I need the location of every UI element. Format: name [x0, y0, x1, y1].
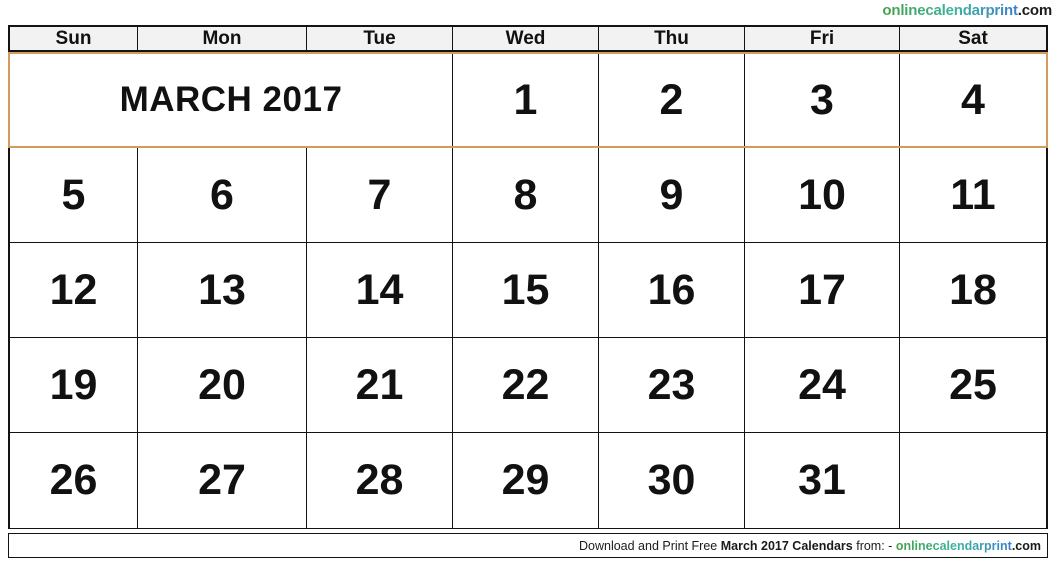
footer-site-link[interactable]: onlinecalendarprint [895, 538, 1012, 553]
site-logo[interactable] [882, 2, 1052, 19]
day-cell: 16 [598, 243, 744, 337]
day-cell: 30 [598, 433, 744, 528]
weekday-header-tue: Tue [306, 27, 452, 50]
weekday-header-sat: Sat [899, 27, 1046, 50]
footer-bar [8, 533, 1048, 558]
day-cell: 28 [306, 433, 452, 528]
day-cell: 17 [744, 243, 899, 337]
week-row-3 [8, 243, 1048, 338]
day-cell: 27 [137, 433, 306, 528]
day-cell: 23 [598, 338, 744, 432]
day-cell: 18 [899, 243, 1046, 337]
day-cell: 19 [49, 360, 98, 409]
day-cell: 1 [452, 54, 598, 146]
day-cell: 13 [137, 243, 306, 337]
weekday-header-mon: Mon [137, 27, 306, 50]
day-cell: 2 [598, 54, 744, 146]
day-cell: 6 [137, 148, 306, 242]
day-cell: 12 [49, 265, 98, 314]
day-cell: 14 [306, 243, 452, 337]
day-cell: 4 [899, 54, 1046, 146]
week-row-5 [8, 433, 1048, 529]
month-title: MARCH 2017 [119, 80, 343, 119]
day-cell: 21 [306, 338, 452, 432]
calendar-march-2017 [8, 25, 1048, 529]
footer-text-from: from: - [852, 538, 896, 553]
weekday-header-fri: Fri [744, 27, 899, 50]
day-cell: 5 [61, 170, 86, 219]
day-cell: 7 [306, 148, 452, 242]
weekday-header-sun: Sun [55, 27, 92, 49]
day-cell: 24 [744, 338, 899, 432]
week-row-4 [8, 338, 1048, 433]
site-logo-suffix: .com [1017, 2, 1052, 19]
day-cell: 31 [744, 433, 899, 528]
day-cell: 20 [137, 338, 306, 432]
weekday-header-wed: Wed [452, 27, 598, 50]
day-cell: 3 [744, 54, 899, 146]
day-cell: 11 [899, 148, 1046, 242]
day-cell: 22 [452, 338, 598, 432]
week-row-1 [8, 52, 1048, 148]
day-cell: 25 [899, 338, 1046, 432]
day-cell: 15 [452, 243, 598, 337]
footer-text-regular: Download and Print Free [578, 538, 721, 553]
day-cell: 10 [744, 148, 899, 242]
day-cell: 9 [598, 148, 744, 242]
day-cell: 8 [452, 148, 598, 242]
day-cell: 26 [49, 456, 98, 504]
footer-site-suffix: .com [1011, 538, 1041, 553]
day-cell-empty [899, 433, 1046, 528]
day-cell: 29 [452, 433, 598, 528]
week-row-2 [8, 148, 1048, 243]
site-logo-name: onlinecalendarprint [882, 2, 1018, 19]
footer-text-bold: March 2017 Calendars [720, 538, 853, 553]
weekday-header-row [8, 25, 1048, 52]
weekday-header-thu: Thu [598, 27, 744, 50]
